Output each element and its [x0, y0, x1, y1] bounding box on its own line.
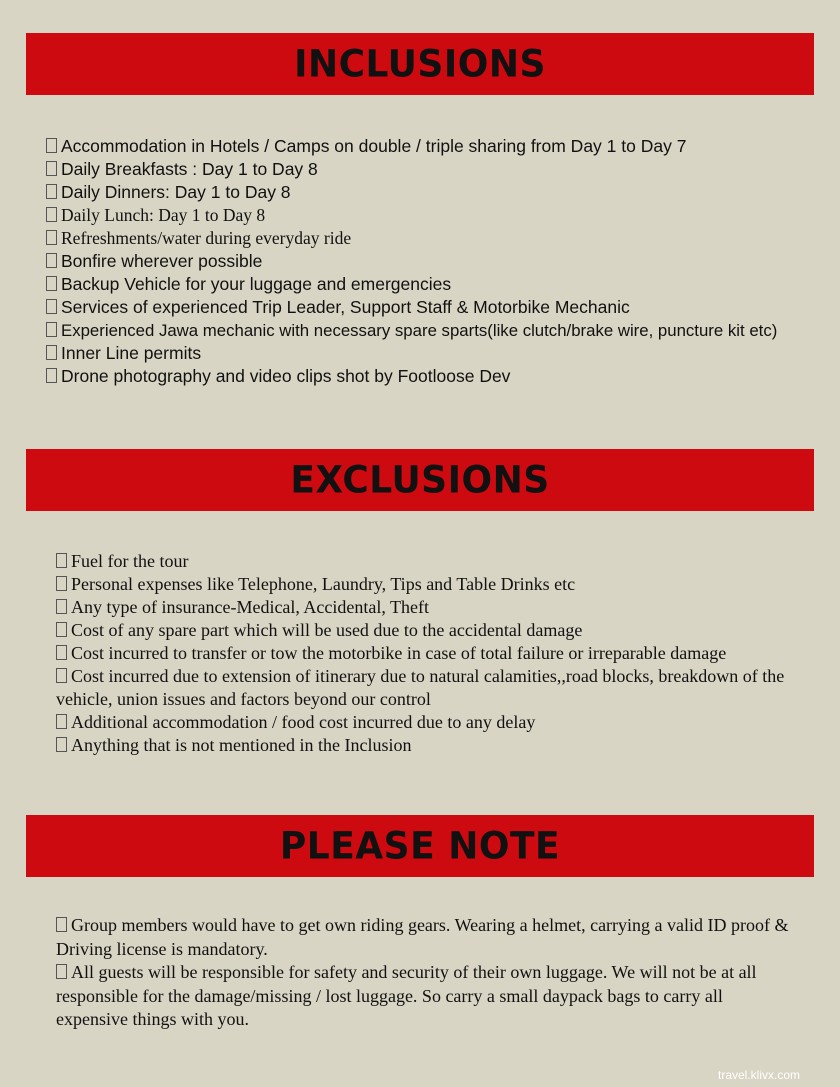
- list-item: Daily Breakfasts : Day 1 to Day 8: [46, 158, 777, 181]
- list-item: Experienced Jawa mechanic with necessary spare sparts(like clutch/brake wire, puncture kit etc): [46, 319, 777, 342]
- list-item: Cost incurred due to extension of itinerary due to natural calamities,,road blocks, breakdown of the vehicle, union issues and factors beyond our control: [56, 666, 785, 709]
- bullet-box-icon: [56, 622, 67, 637]
- list-item: Group members would have to get own riding gears. Wearing a helmet, carrying a valid ID proof & Driving license is mandatory.: [56, 915, 789, 959]
- list-item: Inner Line permits: [46, 342, 777, 365]
- list-item: Refreshments/water during everyday ride: [46, 227, 777, 250]
- list-item: Accommodation in Hotels / Camps on double / triple sharing from Day 1 to Day 7: [46, 135, 777, 158]
- bullet-box-icon: [46, 230, 57, 245]
- list-item: Cost incurred to transfer or tow the motorbike in case of total failure or irreparable damage: [56, 642, 796, 665]
- list-item: Anything that is not mentioned in the Inclusion: [56, 734, 796, 757]
- inclusions-banner: [26, 33, 814, 95]
- bullet-box-icon: [56, 553, 67, 568]
- bullet-box-icon: [46, 322, 57, 337]
- watermark: travel.klivx.com: [717, 1068, 800, 1082]
- bullet-box-icon: [46, 276, 57, 291]
- bullet-box-icon: [56, 964, 67, 979]
- list-item: Drone photography and video clips shot by Footloose Dev: [46, 365, 777, 388]
- please-note-banner: [26, 815, 814, 877]
- bullet-box-icon: [46, 207, 57, 222]
- bullet-box-icon: [56, 576, 67, 591]
- please-note-title: PLEASE NOTE: [279, 824, 561, 868]
- bullet-box-icon: [56, 714, 67, 729]
- list-item: Any type of insurance-Medical, Accidental, Theft: [56, 596, 796, 619]
- bullet-box-icon: [56, 737, 67, 752]
- list-item: Personal expenses like Telephone, Laundry, Tips and Table Drinks etc: [56, 573, 796, 596]
- bullet-box-icon: [46, 345, 57, 360]
- list-item: Daily Dinners: Day 1 to Day 8: [46, 181, 777, 204]
- list-item: Services of experienced Trip Leader, Support Staff & Motorbike Mechanic: [46, 296, 777, 319]
- inclusions-list: [46, 135, 777, 388]
- list-item: All guests will be responsible for safety and security of their own luggage. We will not be at all responsible for the damage/missing / lost luggage. So carry a small daypack bags to carry all expensive things with you.: [56, 962, 757, 1029]
- bullet-box-icon: [56, 599, 67, 614]
- bullet-box-icon: [46, 368, 57, 383]
- inclusions-title: INCLUSIONS: [294, 42, 546, 86]
- bullet-box-icon: [56, 917, 67, 932]
- bullet-box-icon: [46, 138, 57, 153]
- list-item: Backup Vehicle for your luggage and emergencies: [46, 273, 777, 296]
- bullet-box-icon: [56, 668, 67, 683]
- list-item: Fuel for the tour: [56, 550, 796, 573]
- list-item: Cost of any spare part which will be used due to the accidental damage: [56, 619, 796, 642]
- bullet-box-icon: [46, 184, 57, 199]
- bullet-box-icon: [56, 645, 67, 660]
- bullet-box-icon: [46, 299, 57, 314]
- exclusions-title: EXCLUSIONS: [290, 458, 550, 502]
- please-note-list: [56, 914, 796, 1032]
- bullet-box-icon: [46, 161, 57, 176]
- exclusions-list: [56, 550, 796, 757]
- list-item: Daily Lunch: Day 1 to Day 8: [46, 204, 777, 227]
- list-item: Bonfire wherever possible: [46, 250, 777, 273]
- bullet-box-icon: [46, 253, 57, 268]
- list-item: Additional accommodation / food cost incurred due to any delay: [56, 711, 796, 734]
- exclusions-banner: [26, 449, 814, 511]
